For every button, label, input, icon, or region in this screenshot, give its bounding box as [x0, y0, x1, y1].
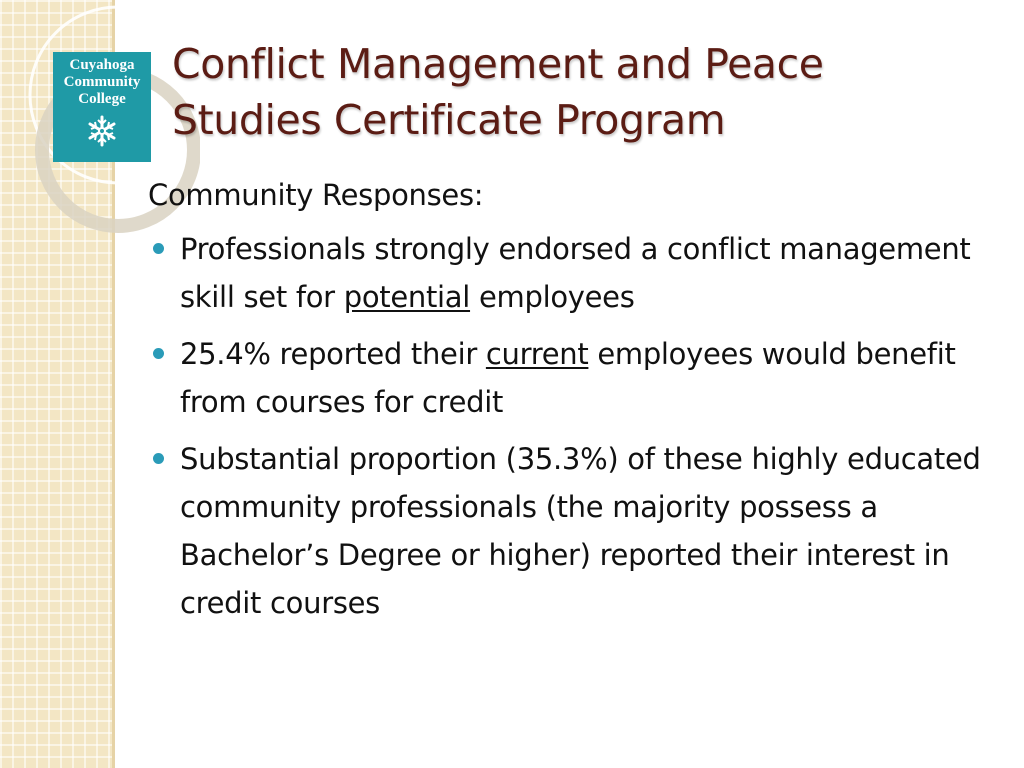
logo-line-3: College — [78, 91, 126, 107]
bullet-list — [148, 225, 998, 627]
college-logo — [53, 52, 151, 162]
bullet-text: Professionals strongly endorsed a conflict management skill set for — [180, 232, 971, 314]
slide-title-line-1: Conflict Management and Peace — [172, 40, 824, 88]
bullet-text: employees — [470, 280, 635, 314]
bullet-item — [148, 330, 998, 426]
bullet-text: employees would benefit from courses for credit — [180, 337, 956, 419]
bullet-dot-icon — [153, 453, 164, 464]
bullet-text: 25.4% reported their — [180, 337, 486, 371]
bullet-item — [148, 225, 998, 321]
bullet-text: Substantial proportion (35.3%) of these highly educated community professionals (the majority possess a Bachelor’s Degree or higher) reported their interest in credit courses — [180, 442, 981, 620]
slide-title-line-2: Studies Certificate Program — [172, 96, 726, 144]
logo-line-1: Cuyahoga — [69, 57, 135, 73]
snowflake-emblem-icon — [85, 114, 119, 148]
slide-body — [148, 173, 998, 636]
underlined-word: potential — [343, 280, 471, 314]
underlined-word: current — [485, 337, 589, 371]
section-subheading: Community Responses: — [148, 178, 484, 212]
bullet-item — [148, 435, 998, 627]
bullet-dot-icon — [153, 348, 164, 359]
logo-line-2: Community — [63, 74, 141, 90]
slide-title — [172, 36, 824, 148]
bullet-dot-icon — [153, 243, 164, 254]
